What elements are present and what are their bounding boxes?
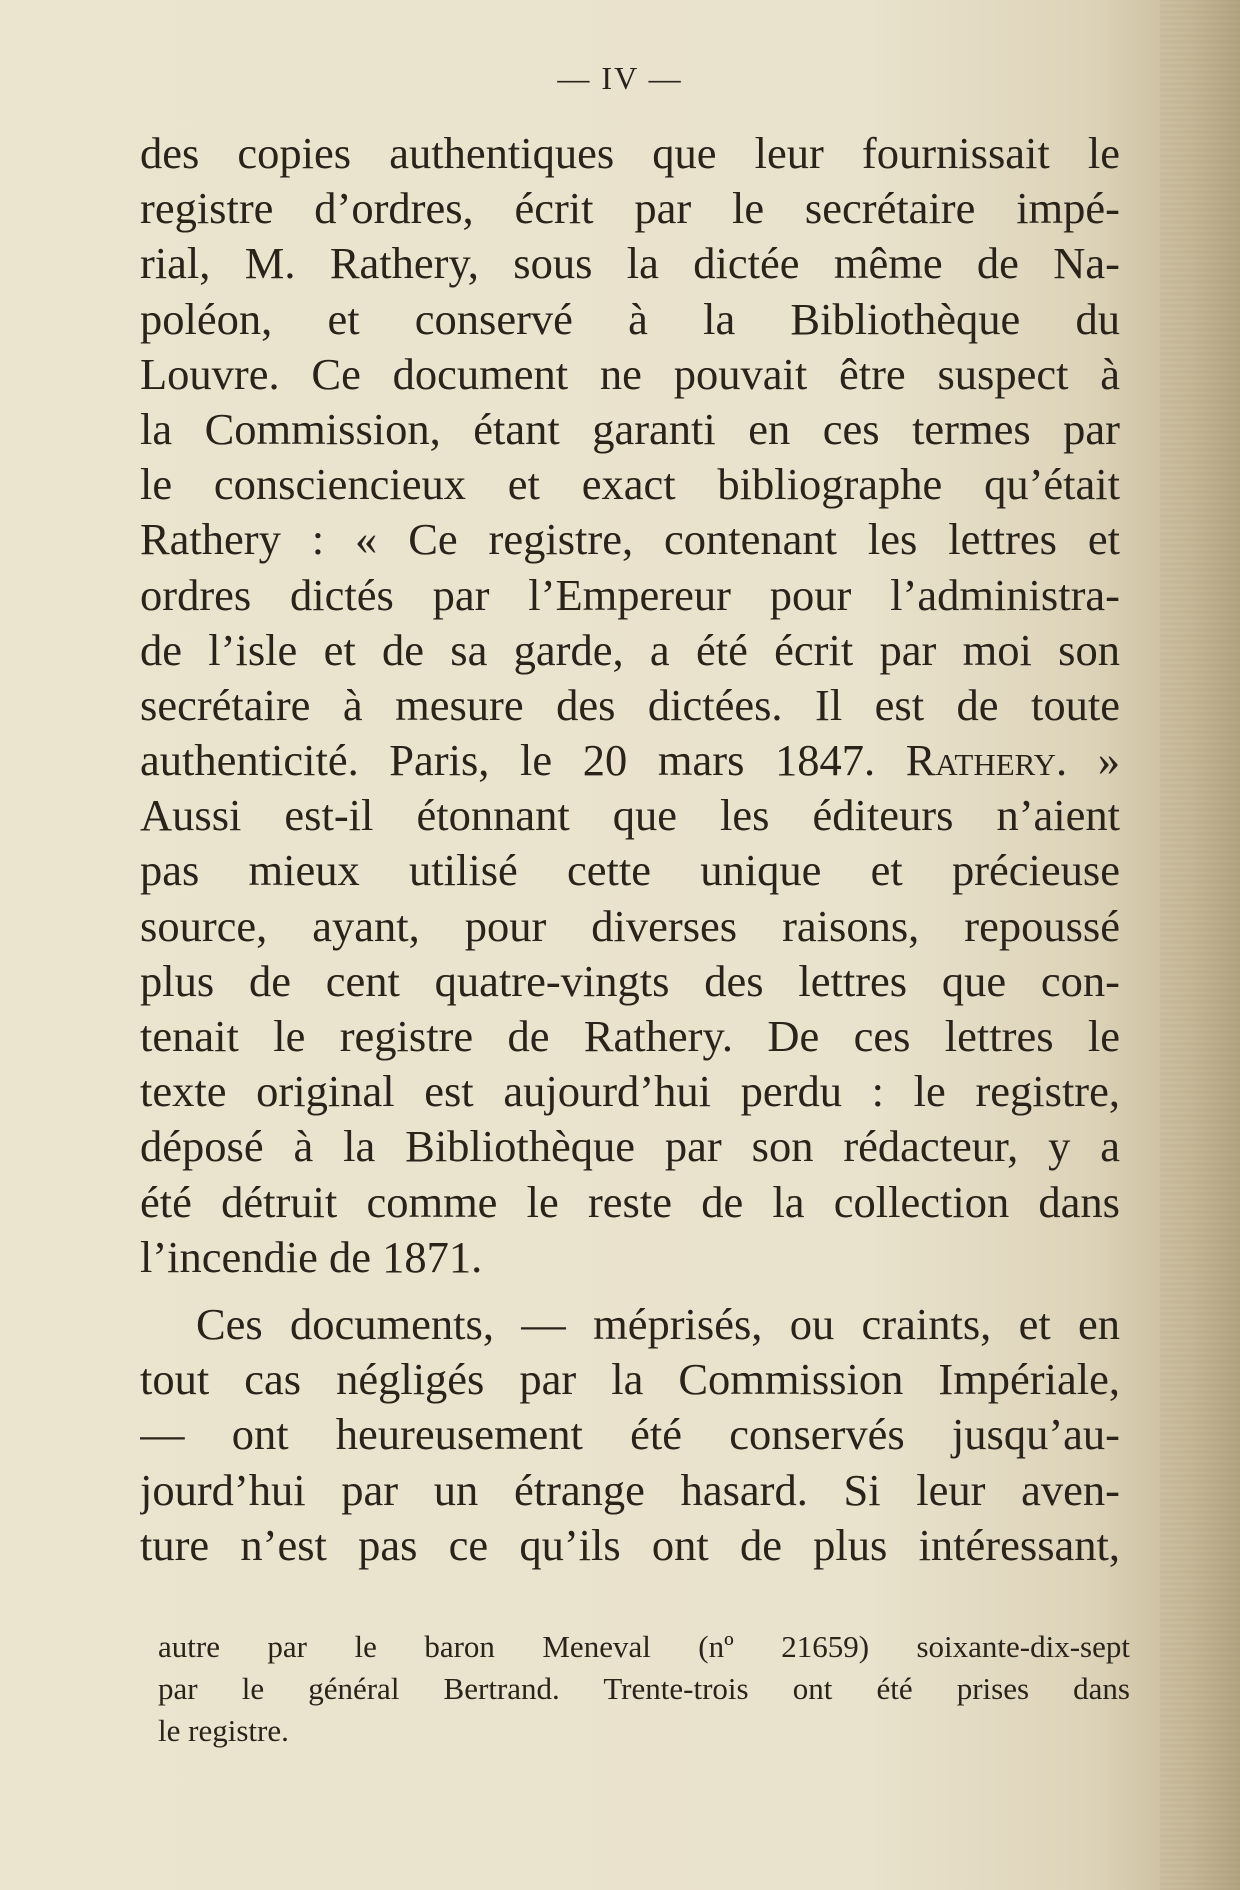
text-line: source, ayant, pour diverses raisons, repoussé [140, 900, 1120, 951]
text-line: l’incendie de 1871. [140, 1231, 483, 1282]
text-line: poléon, et conservé à la Bibliothèque du [140, 293, 1120, 344]
text-line: des copies authentiques que leur fournissait le [140, 128, 1120, 178]
text-line: ture n’est pas ce qu’ils ont de plus intéressant, [140, 1519, 1120, 1570]
text-line: pas mieux utilisé cette unique et précieuse [140, 845, 1120, 896]
text-line: — ont heureusement été conservés jusqu’au- [140, 1409, 1120, 1460]
text-line: ordres dictés par l’Empereur pour l’administra- [140, 569, 1120, 620]
text-line: le consciencieux et exact bibliographe qu’était [140, 459, 1120, 510]
footnote [158, 1626, 1130, 1752]
text-line: tout cas négligés par la Commission Impériale, [140, 1354, 1120, 1405]
text-line: rial, M. Rathery, sous la dictée même de Na- [140, 238, 1120, 289]
text-line: la Commission, étant garanti en ces termes par [140, 403, 1120, 454]
text-line: tenait le registre de Rathery. De ces lettres le [140, 1011, 1120, 1061]
main-text [140, 126, 1120, 1573]
text-fragment: authenticité. Paris, le 20 mars 1847. [140, 735, 906, 786]
text-line: Ces documents, — méprisés, ou craints, et en [196, 1298, 1120, 1349]
footnote-line: le registre. [158, 1713, 289, 1748]
text-line-with-signature [140, 733, 1120, 788]
text-line: texte original est aujourd’hui perdu : le registre, [140, 1066, 1120, 1117]
text-line: Louvre. Ce document ne pouvait être suspect à [140, 348, 1120, 399]
text-line: plus de cent quatre-vingts des lettres que con- [140, 955, 1120, 1006]
signature: Rathery. » [905, 735, 1120, 786]
text-line: été détruit comme le reste de la collection dans [140, 1176, 1120, 1227]
text-line: Rathery : « Ce registre, contenant les lettres et [140, 514, 1120, 565]
text-line: déposé à la Bibliothèque par son rédacteur, y a [140, 1121, 1120, 1172]
paragraph-2 [140, 1297, 1120, 1573]
text-line: secrétaire à mesure des dictées. Il est de toute [140, 679, 1120, 730]
footnote-line: par le général Bertrand. Trente-trois ont été prises dans [158, 1671, 1130, 1706]
text-line: registre d’ordres, écrit par le secrétaire impé- [140, 183, 1120, 234]
text-line: Aussi est-il étonnant que les éditeurs n’aient [140, 790, 1120, 841]
paragraph-gap [140, 1285, 1120, 1297]
text-line: de l’isle et de sa garde, a été écrit par moi son [140, 624, 1120, 675]
paragraph-1 [140, 126, 1120, 1285]
footnote-line: autre par le baron Meneval (nº 21659) soixante-dix-sept [158, 1629, 1130, 1664]
page-number: — IV — [557, 60, 683, 96]
page-edge-shadow [1160, 0, 1240, 1890]
text-line: jourd’hui par un étrange hasard. Si leur aven- [140, 1464, 1120, 1515]
